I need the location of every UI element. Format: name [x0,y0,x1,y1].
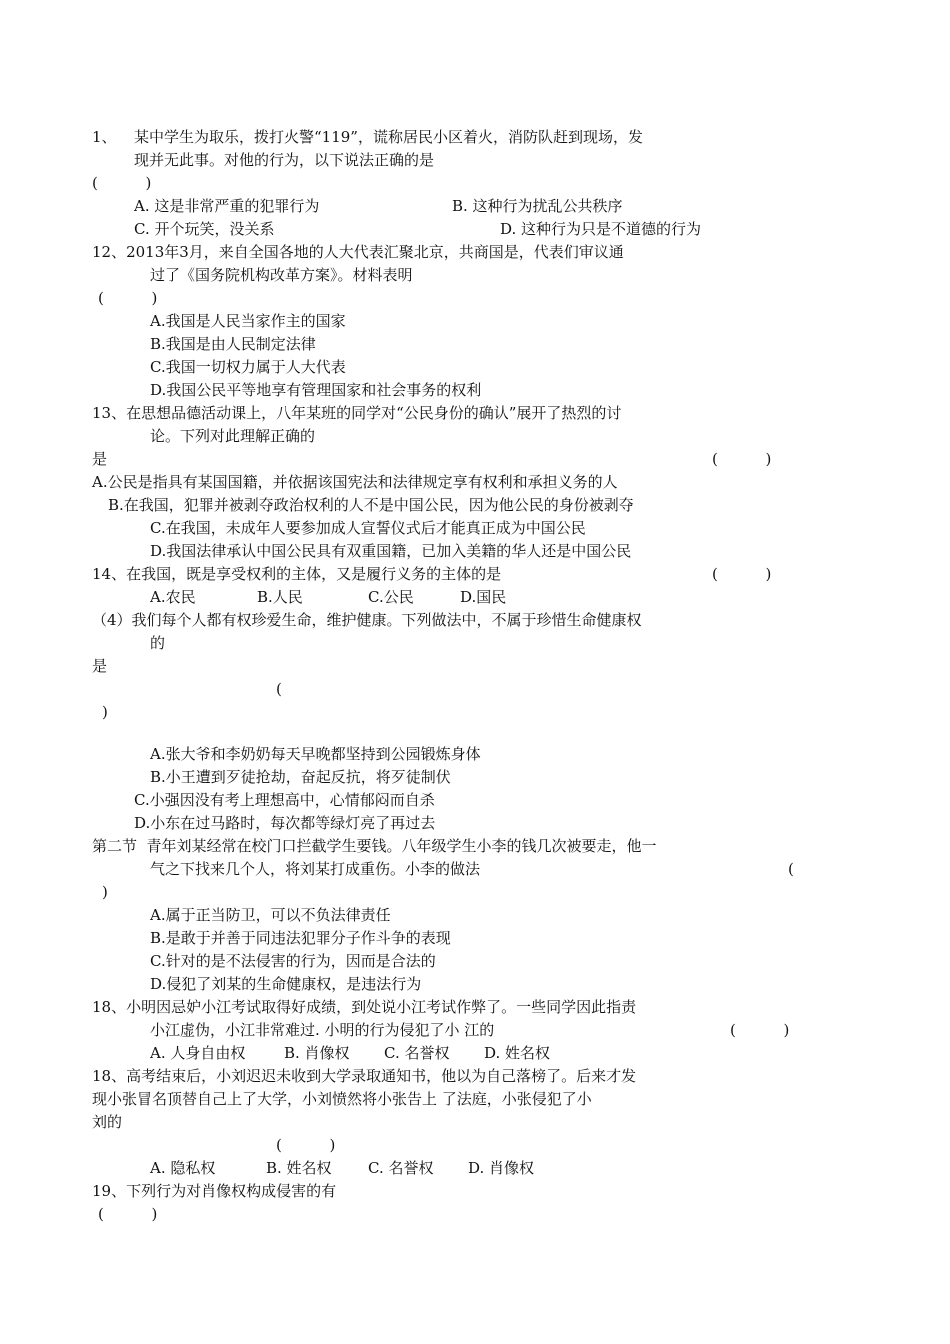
question-stem: 小江虚伪，小江非常难过. 小明的行为侵犯了小 江的 [150,1021,495,1039]
option-b: B. 这种行为扰乱公共秩序 [452,197,623,215]
option-b: B.我国是由人民制定法律 [150,335,316,353]
option-b: B.在我国，犯罪并被剥夺政治权利的人不是中国公民，因为他公民的身份被剥夺 [108,496,634,514]
option-c: C.针对的是不法侵害的行为，因而是合法的 [150,952,436,970]
option-d: D.我国法律承认中国公民具有双重国籍，已加入美籍的华人还是中国公民 [150,542,632,560]
option-b: B.是敢于并善于同违法犯罪分子作斗争的表现 [150,929,451,947]
answer-bracket-open: ( [788,860,794,878]
option-d: D.我国公民平等地享有管理国家和社会事务的权利 [150,381,482,399]
option-c: C.小强因没有考上理想高中，心情郁闷而自杀 [134,791,435,809]
option-c: C. 开个玩笑，没关系 [134,220,275,238]
option-c: C. 名誉权 [384,1044,450,1062]
answer-bracket: ( ) [276,1136,336,1154]
answer-bracket-open: ( [276,680,282,698]
answer-bracket: ( ) [712,450,772,468]
option-d: D. 肖像权 [468,1159,535,1177]
answer-bracket: ( ) [98,1205,158,1223]
question-stem: 的 [150,634,166,652]
question-stem: 13、在思想品德活动课上，八年某班的同学对“公民身份的确认”展开了热烈的讨 [92,404,622,422]
question-stem: 气之下找来几个人，将刘某打成重伤。小李的做法 [150,860,481,878]
option-d: D.侵犯了刘某的生命健康权，是违法行为 [150,975,422,993]
option-d: D.小东在过马路时，每次都等绿灯亮了再过去 [134,814,436,832]
option-b: B. 肖像权 [284,1044,350,1062]
question-stem: 某中学生为取乐，拨打火警“119”，谎称居民小区着火，消防队赶到现场，发 [134,128,643,146]
question-stem: 第二节 青年刘某经常在校门口拦截学生要钱。八年级学生小李的钱几次被要走，他一 [92,837,657,855]
option-a: A.张大爷和李奶奶每天早晚都坚持到公园锻炼身体 [150,745,481,763]
option-c: C. 名誉权 [368,1159,434,1177]
answer-bracket: ( ) [98,289,158,307]
option-a: A.农民 [150,588,196,606]
question-stem: 是 [92,450,108,468]
question-stem: 是 [92,657,108,675]
answer-bracket: ( ) [730,1021,790,1039]
answer-bracket-close: ) [102,883,108,901]
question-stem: 现并无此事。对他的行为，以下说法正确的是 [134,151,435,169]
option-a: A. 这是非常严重的犯罪行为 [134,197,320,215]
option-d: D. 姓名权 [484,1044,551,1062]
question-number: 1、 [92,128,117,146]
option-b: B.小王遭到歹徒抢劫，奋起反抗，将歹徒制伏 [150,768,451,786]
question-stem: 过了《国务院机构改革方案》。材料表明 [150,266,413,284]
question-stem: 18、高考结束后，小刘迟迟未收到大学录取通知书，他以为自己落榜了。后来才发 [92,1067,637,1085]
option-d: D. 这种行为只是不道德的行为 [500,220,702,238]
option-c: C.在我国，未成年人要参加成人宣誓仪式后才能真正成为中国公民 [150,519,586,537]
question-stem: 18、小明因忌妒小江考试取得好成绩，到处说小江考试作弊了。一些同学因此指责 [92,998,637,1016]
answer-bracket: ( ) [712,565,772,583]
option-a: A.我国是人民当家作主的国家 [150,312,346,330]
question-stem: 刘的 [92,1113,123,1131]
answer-bracket-close: ) [102,703,108,721]
option-a: A.公民是指具有某国国籍，并依据该国宪法和法律规定享有权利和承担义务的人 [92,473,618,491]
question-stem: 19、下列行为对肖像权构成侵害的有 [92,1182,337,1200]
option-b: B. 姓名权 [266,1159,332,1177]
option-a: A.属于正当防卫，可以不负法律责任 [150,906,391,924]
question-stem: 论。下列对此理解正确的 [150,427,316,445]
question-stem: 12、2013年3月，来自全国各地的人大代表汇聚北京，共商国是，代表们审议通 [92,243,624,261]
option-b: B.人民 [257,588,303,606]
question-stem: 现小张冒名顶替自己上了大学，小刘愤然将小张告上 了法庭，小张侵犯了小 [92,1090,592,1108]
option-c: C.我国一切权力属于人大代表 [150,358,346,376]
option-a: A. 人身自由权 [150,1044,246,1062]
question-stem: （4）我们每个人都有权珍爱生命，维护健康。下列做法中，不属于珍惜生命健康权 [92,611,642,629]
option-a: A. 隐私权 [150,1159,216,1177]
question-stem: 14、在我国，既是享受权利的主体，又是履行义务的主体的是 [92,565,502,583]
answer-bracket: ( ) [92,174,152,192]
option-c: C.公民 [368,588,414,606]
option-d: D.国民 [460,588,507,606]
